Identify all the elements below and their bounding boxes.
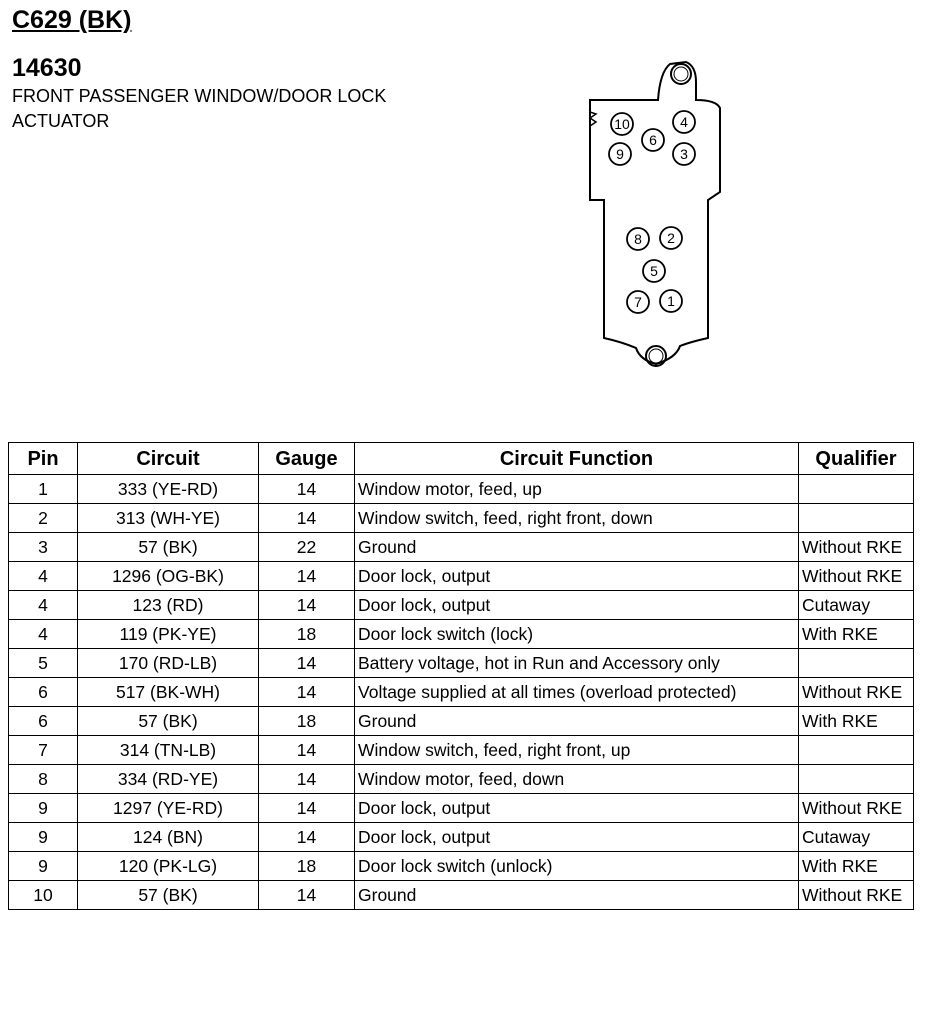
pin-cell: 1: [9, 475, 78, 504]
pin-number-label: 7: [634, 294, 642, 310]
connector-face-diagram: [580, 52, 730, 382]
qualifier-cell: Without RKE: [799, 562, 914, 591]
connector-outline: [590, 62, 720, 364]
gauge-cell: 14: [259, 504, 355, 533]
pin-cell: 8: [9, 765, 78, 794]
pin-cell: 5: [9, 649, 78, 678]
function-cell: Door lock switch (lock): [355, 620, 799, 649]
qualifier-cell: With RKE: [799, 707, 914, 736]
circuit-cell: 123 (RD): [78, 591, 259, 620]
pin-cell: 10: [9, 881, 78, 910]
function-cell: Window motor, feed, up: [355, 475, 799, 504]
pin-cell: 9: [9, 823, 78, 852]
pin-number-label: 5: [650, 263, 658, 279]
mounting-hole-top-inner: [674, 67, 688, 81]
header-circuit-function: Circuit Function: [355, 443, 799, 475]
table-row: [9, 504, 914, 533]
pin-number-label: 3: [680, 146, 688, 162]
connector-title: C629 (BK): [12, 6, 132, 34]
component-description: FRONT PASSENGER WINDOW/DOOR LOCK ACTUATOR: [12, 86, 387, 131]
table-row: [9, 736, 914, 765]
qualifier-cell: Cutaway: [799, 591, 914, 620]
function-cell: Door lock, output: [355, 562, 799, 591]
gauge-cell: 14: [259, 678, 355, 707]
header-qualifier: Qualifier: [799, 443, 914, 475]
table-row: [9, 649, 914, 678]
gauge-cell: 22: [259, 533, 355, 562]
table-row: [9, 707, 914, 736]
circuit-cell: 57 (BK): [78, 881, 259, 910]
table-body: [9, 475, 914, 910]
table-row: [9, 881, 914, 910]
pin-cell: 2: [9, 504, 78, 533]
function-cell: Window motor, feed, down: [355, 765, 799, 794]
circuit-cell: 170 (RD-LB): [78, 649, 259, 678]
header-pin: Pin: [9, 443, 78, 475]
function-cell: Voltage supplied at all times (overload protected): [355, 678, 799, 707]
pin-cell: 6: [9, 678, 78, 707]
gauge-cell: 14: [259, 649, 355, 678]
qualifier-cell: [799, 649, 914, 678]
qualifier-cell: Without RKE: [799, 533, 914, 562]
qualifier-cell: [799, 504, 914, 533]
pin-cell: 4: [9, 620, 78, 649]
table-row: [9, 533, 914, 562]
pin-number-label: 8: [634, 231, 642, 247]
circuit-cell: 313 (WH-YE): [78, 504, 259, 533]
function-cell: Window switch, feed, right front, down: [355, 504, 799, 533]
gauge-cell: 14: [259, 736, 355, 765]
pin-number-label: 9: [616, 146, 624, 162]
pin-cavities: [609, 111, 695, 313]
table-row: [9, 562, 914, 591]
circuit-cell: 333 (YE-RD): [78, 475, 259, 504]
gauge-cell: 14: [259, 475, 355, 504]
qualifier-cell: Cutaway: [799, 823, 914, 852]
table-row: [9, 678, 914, 707]
table-row: [9, 765, 914, 794]
pin-number-label: 4: [680, 114, 688, 130]
function-cell: Ground: [355, 533, 799, 562]
qualifier-cell: With RKE: [799, 852, 914, 881]
function-cell: Door lock, output: [355, 823, 799, 852]
gauge-cell: 14: [259, 562, 355, 591]
pin-cell: 6: [9, 707, 78, 736]
circuit-cell: 120 (PK-LG): [78, 852, 259, 881]
table-row: [9, 591, 914, 620]
function-cell: Door lock, output: [355, 794, 799, 823]
gauge-cell: 18: [259, 852, 355, 881]
function-cell: Ground: [355, 881, 799, 910]
gauge-cell: 18: [259, 707, 355, 736]
qualifier-cell: [799, 475, 914, 504]
qualifier-cell: Without RKE: [799, 794, 914, 823]
pin-cell: 4: [9, 562, 78, 591]
function-cell: Window switch, feed, right front, up: [355, 736, 799, 765]
circuit-cell: 124 (BN): [78, 823, 259, 852]
gauge-cell: 18: [259, 620, 355, 649]
function-cell: Door lock switch (unlock): [355, 852, 799, 881]
header-circuit: Circuit: [78, 443, 259, 475]
pin-cell: 7: [9, 736, 78, 765]
gauge-cell: 14: [259, 881, 355, 910]
pinout-table: [8, 442, 914, 910]
header-gauge: Gauge: [259, 443, 355, 475]
pin-cell: 9: [9, 794, 78, 823]
table-row: [9, 823, 914, 852]
circuit-cell: 314 (TN-LB): [78, 736, 259, 765]
gauge-cell: 14: [259, 823, 355, 852]
qualifier-cell: [799, 736, 914, 765]
table-row: [9, 794, 914, 823]
gauge-cell: 14: [259, 765, 355, 794]
qualifier-cell: Without RKE: [799, 881, 914, 910]
circuit-cell: 57 (BK): [78, 707, 259, 736]
pin-number-label: 1: [667, 293, 675, 309]
pin-number-label: 10: [614, 116, 630, 132]
gauge-cell: 14: [259, 591, 355, 620]
circuit-cell: 334 (RD-YE): [78, 765, 259, 794]
function-cell: Door lock, output: [355, 591, 799, 620]
circuit-cell: 1297 (YE-RD): [78, 794, 259, 823]
function-cell: Ground: [355, 707, 799, 736]
qualifier-cell: Without RKE: [799, 678, 914, 707]
part-number: 14630: [12, 54, 82, 82]
pin-number-label: 2: [667, 230, 675, 246]
qualifier-cell: [799, 765, 914, 794]
table-row: [9, 475, 914, 504]
gauge-cell: 14: [259, 794, 355, 823]
pin-cell: 9: [9, 852, 78, 881]
mounting-hole-bottom-inner: [649, 349, 663, 363]
circuit-cell: 1296 (OG-BK): [78, 562, 259, 591]
table-row: [9, 852, 914, 881]
qualifier-cell: With RKE: [799, 620, 914, 649]
pin-cell: 3: [9, 533, 78, 562]
table-header-row: [9, 443, 914, 475]
function-cell: Battery voltage, hot in Run and Accessory only: [355, 649, 799, 678]
circuit-cell: 517 (BK-WH): [78, 678, 259, 707]
circuit-cell: 57 (BK): [78, 533, 259, 562]
pin-number-label: 6: [649, 132, 657, 148]
table-row: [9, 620, 914, 649]
pin-cell: 4: [9, 591, 78, 620]
circuit-cell: 119 (PK-YE): [78, 620, 259, 649]
